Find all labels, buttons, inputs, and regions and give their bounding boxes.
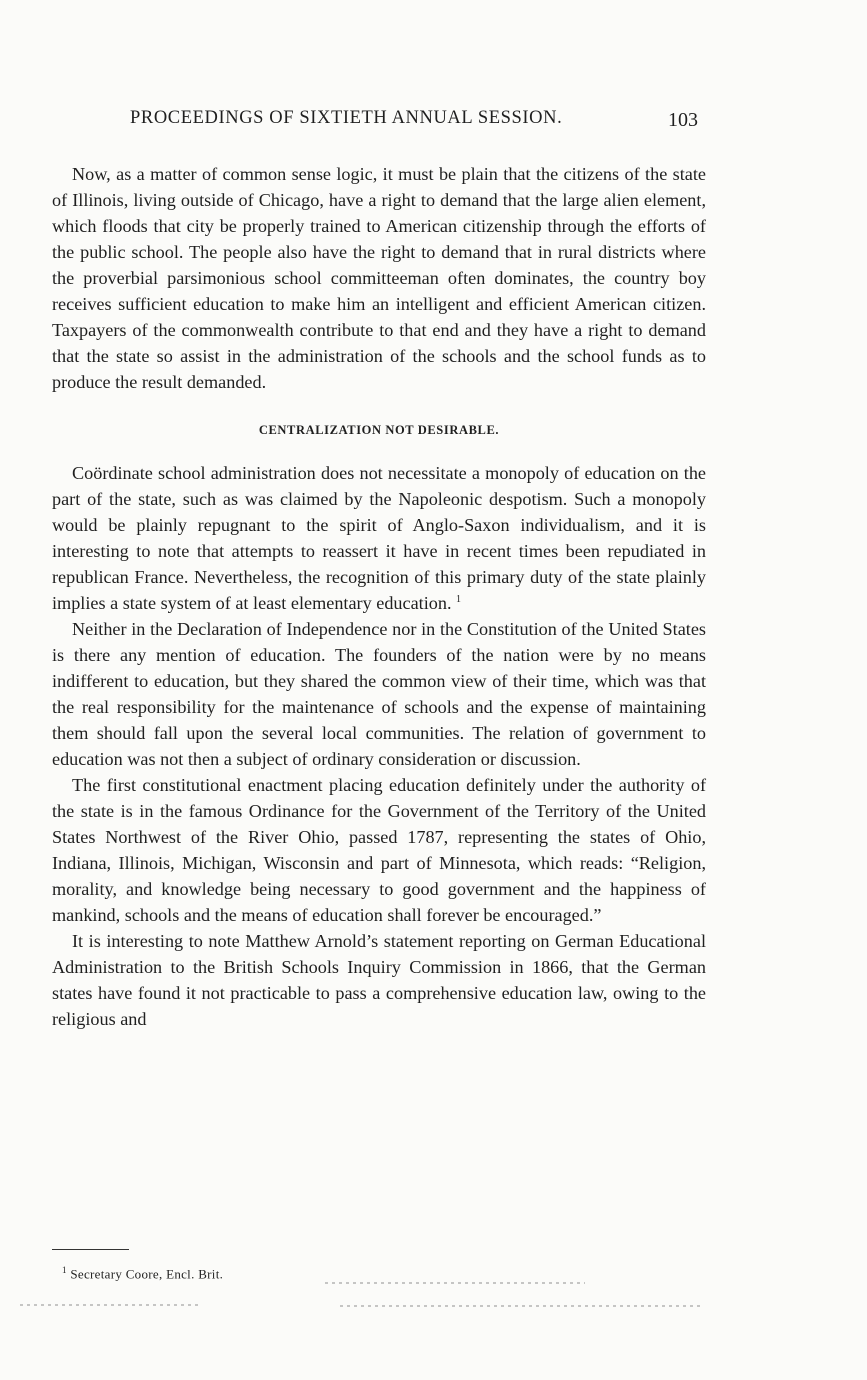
footnote-text: Secretary Coore, Encl. Brit.	[70, 1266, 224, 1282]
footnote-reference: 1	[456, 593, 462, 605]
paragraph-2	[52, 460, 706, 616]
paragraph-2-text: Coördinate school administration does not necessitate a monopoly of education on the part of the state, such as was claimed by the Napoleonic despotism. Such a monopoly would be plainly repugnant to the spirit of Anglo-Saxon individualism, and it is interesting to note that attempts to reassert it have in recent times been repudiated in republican France. Nevertheless, the recognition of this primary duty of the state plainly implies a state system of at least elementary education.	[52, 463, 706, 613]
running-header	[130, 108, 720, 129]
page-number: 103	[668, 109, 698, 131]
body-text	[52, 161, 706, 1032]
footnote-rule	[52, 1249, 129, 1250]
paragraph-1: Now, as a matter of common sense logic, it must be plain that the citizens of the state of Illinois, living outside of Chicago, have a right to demand that the large alien element, which floods that city be properly trained to American citizenship through the efforts of the public school. The people also have the right to demand that in rural districts where the proverbial parsimonious school committeeman often dominates, the country boy receives sufficient education to make him an intelligent and efficient American citizen. Taxpayers of the commonwealth contribute to that end and they have a right to demand that the state so assist in the administration of the schools and the school funds as to produce the result demanded.	[52, 164, 706, 392]
scan-artifact	[325, 1282, 585, 1284]
scan-artifact	[20, 1304, 200, 1306]
paragraph-5: It is interesting to note Matthew Arnold’s statement reporting on German Educational Administration to the British Schools Inquiry Commission in 1866, that the German states have found it not practicable to pass a comprehensive education law, owing to the religious and	[52, 931, 706, 1029]
scan-artifact	[340, 1305, 700, 1307]
footnote-marker: 1	[62, 1265, 67, 1275]
paragraph-3: Neither in the Declaration of Independence nor in the Constitution of the United States is there any mention of education. The founders of the nation were by no means indifferent to education, but they shared the common view of their time, which was that the real responsibility for the maintenance of schools and the expense of maintaining them should fall upon the several local communities. The relation of government to education was not then a subject of ordinary consideration or discussion.	[52, 619, 706, 769]
paragraph-4: The first constitutional enactment placing education definitely under the authority of the state is in the famous Ordinance for the Government of the Territory of the United States Northwest of the River Ohio, passed 1787, representing the states of Ohio, Indiana, Illinois, Michigan, Wisconsin and part of Minnesota, which reads: “Religion, morality, and knowledge being necessary to good government and the happiness of mankind, schools and the means of education shall forever be encouraged.”	[52, 775, 706, 925]
footnote	[62, 1265, 223, 1282]
header-title: PROCEEDINGS OF SIXTIETH ANNUAL SESSION.	[130, 108, 563, 128]
section-heading: CENTRALIZATION NOT DESIRABLE.	[258, 423, 500, 437]
